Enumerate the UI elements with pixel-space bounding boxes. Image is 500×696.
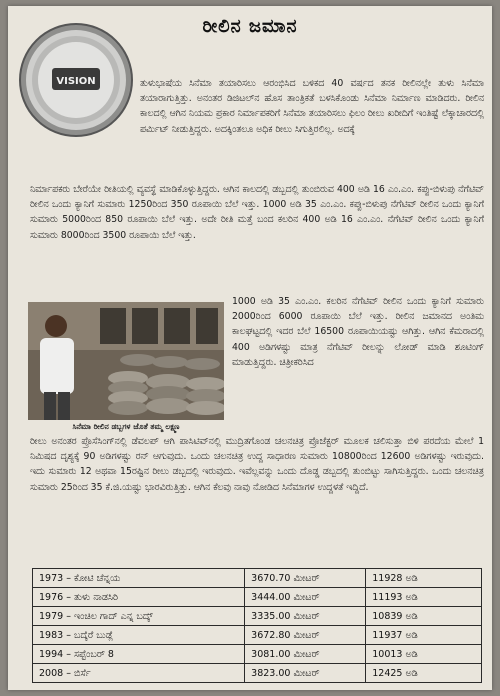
feet-cell: 12425 ಅಡಿ	[366, 664, 482, 683]
magazine-page	[8, 6, 492, 690]
film-cell: 1994 – ಸಪ್ಟೆಂಬರ್ 8	[33, 645, 245, 664]
feet-cell: 11928 ಅಡಿ	[366, 569, 482, 588]
film-cell: 1983 – ಬದ್ಕೆರೆ ಬುಡ್ಲೆ	[33, 626, 245, 645]
film-cell: 1973 – ಕೋಟಿ ಚೆನ್ನಯ	[33, 569, 245, 588]
feet-cell: 10013 ಅಡಿ	[366, 645, 482, 664]
paragraph-3: 1000 ಅಡಿ 35 ಎಂ.ಎಂ. ಕಲರಿನ ನೆಗೆಟಿವ್ ರೀಲಿನ ಒಂದು ಕ್ಯಾನಿಗೆ ಸುಮಾರು 2000ರಿಂದ 6000 ರೂಪಾಯಿ ಬೆಲೆ ಇತ್ತು. ರೀಲಿನ ಜಮಾನದ ಅಂತಿಮ ಕಾಲಘಟ್ಟದಲ್ಲಿ ಇದರ ಬೆಲೆ 16500 ರೂಪಾಯಿಯಷ್ಟು ಆಗಿತ್ತು. ಆಗಿನ ಕೆಮರಾದಲ್ಲಿ 400 ಅಡಿಗಳಷ್ಟು ಮಾತ್ರ ನೆಗೆಟಿವ್ ರೀಲನ್ನು ಲೋಡ್ ಮಾಡಿ ಶೂಟಿಂಗ್ ಮಾಡುತ್ತಿದ್ದರು. ಚಿತ್ರೀಕರಿಸಿದ	[232, 296, 484, 368]
table-row	[33, 569, 482, 588]
film-length-table	[32, 568, 482, 683]
meters-cell: 3670.70 ಮೀಟರ್	[245, 569, 366, 588]
film-reel-can-image	[18, 22, 134, 138]
meters-cell: 3823.00 ಮೀಟರ್	[245, 664, 366, 683]
paragraph-2: ನಿರ್ಮಾಪಕರು ಬೇರೆಯೇ ರೀತಿಯಲ್ಲಿ ವ್ಯವಸ್ಥೆ ಮಾಡಿಕೊಳ್ಳುತ್ತಿದ್ದರು. ಆಗಿನ ಕಾಲದಲ್ಲಿ ಡಬ್ಬದಲ್ಲಿ ತುಂಬಿರುವ 400 ಅಡಿ 16 ಎಂ.ಎಂ. ಕಪ್ಪು-ಬಿಳುಪು ನೆಗೆಟಿವ್ ರೀಲಿನ ಒಂದು ಕ್ಯಾನಿಗೆ ಸುಮಾರು 1250ರಿಂದ 350 ರೂಪಾಯಿ ಬೆಲೆ ಇತ್ತು. 1000 ಅಡಿ 35 ಎಂ.ಎಂ. ಕಪ್ಪು-ಬಿಳುಪು ನೆಗೆಟಿವ್ ರೀಲಿನ ಒಂದು ಕ್ಯಾನಿಗೆ ಸುಮಾರು 5000ರಿಂದ 850 ರೂಪಾಯಿ ಬೆಲೆ ಇತ್ತು. ಅದೇ ರೀತಿ ಮತ್ತೆ ಬಂದ ಕಲರಿನ 400 ಅಡಿ 16 ಎಂ.ಎಂ. ನೆಗೆಟಿವ್ ರೀಲಿನ ಒಂದು ಕ್ಯಾನಿಗೆ ಸುಮಾರು 8000ರಿಂದ 3500 ರೂಪಾಯಿ ಬೆಲೆ ಇತ್ತು.	[30, 184, 484, 241]
meters-cell: 3081.00 ಮೀಟರ್	[245, 645, 366, 664]
meters-cell: 3444.00 ಮೀಟರ್	[245, 588, 366, 607]
meters-cell: 3335.00 ಮೀಟರ್	[245, 607, 366, 626]
reel-label: VISION	[56, 76, 96, 87]
feet-cell: 10839 ಅಡಿ	[366, 607, 482, 626]
film-cell: 2008 – ಬಿರ್ಸೆ	[33, 664, 245, 683]
table-row	[33, 588, 482, 607]
film-cell: 1976 – ತುಳು ನಾಡಸಿರಿ	[33, 588, 245, 607]
man-with-film-cans-photo	[28, 302, 224, 420]
table-row	[33, 664, 482, 683]
article-title: ರೀಲಿನ ಜಮಾನ	[202, 16, 298, 37]
paragraph-4: ರೀಲು ಅನಂತರ ಪ್ರೊಸೆಸಿಂಗ್‌ನಲ್ಲಿ ಡೆವಲಪ್ ಆಗಿ ಪಾಸಿಟಿವ್‌ನಲ್ಲಿ ಮುದ್ರಿತಗೊಂಡ ಚಲನಚಿತ್ರ ಪ್ರೊಜೆಕ್ಟರ್ ಮೂಲಕ ಚಲಿಸುತ್ತಾ ಬಿಳಿ ಪರದೆಯ ಮೇಲೆ 1 ನಿಮಿಷದ ದೃಶ್ಯಕ್ಕೆ 90 ಅಡಿಗಳಷ್ಟು ರನ್ ಆಗುವುದು. ಒಂದು ಚಲನಚಿತ್ರ ಉದ್ದ ಸಾಧಾರಣ ಸುಮಾರು 10800ರಿಂದ 12600 ಅಡಿಗಳಷ್ಟು ಇರುವುದು. ಇದು ಸುಮಾರು 12 ಅಥವಾ 15ರಷ್ಟಿನ ರೀಲು ಡಬ್ಬದಲ್ಲಿ ಇರುವುದು. ಇವೆಲ್ಲವನ್ನು ಒಂದು ದೊಡ್ಡ ಡಬ್ಬದಲ್ಲಿ ತುಂಬಿಟ್ಟು ಸಾಗಿಸುತ್ತಿದ್ದರು. ಒಂದು ಚಲನಚಿತ್ರ ಸುಮಾರು 25ರಿಂದ 35 ಕೆ.ಜಿ.ಯಷ್ಟು ಭಾರವಿರುತ್ತಿತ್ತು. ಆಗಿನ ಕೆಲವು ನಾವು ನೋಡಿದ ಸಿನೆಮಾಗಳ ಉದ್ದಳತೆ ಇದ್ದಿದೆ.	[30, 436, 484, 493]
meters-cell: 3672.80 ಮೀಟರ್	[245, 626, 366, 645]
table-row	[33, 607, 482, 626]
table-row	[33, 626, 482, 645]
film-cell: 1979 – ಇಂಚಿಲ ಗಾದ್ ಎನ್ನ ಬದ್ಕ್	[33, 607, 245, 626]
feet-cell: 11937 ಅಡಿ	[366, 626, 482, 645]
table-row	[33, 645, 482, 664]
feet-cell: 11193 ಅಡಿ	[366, 588, 482, 607]
photo-caption: ಸಿನೆಮಾ ರೀಲಿನ ಡಬ್ಬಗಳ ಜೊತೆ ತಮ್ಮ ಲಕ್ಷ್ಮಣ	[72, 422, 180, 431]
paragraph-1: ತುಳುಭಾಷೆಯ ಸಿನೆಮಾ ತಯಾರಿಸಲು ಆರಂಭಿಸಿದ ಬಳಿಕದ 40 ವರ್ಷದ ತನಕ ರೀಲಿನಲ್ಲೇ ತುಳು ಸಿನೆಮಾ ತಯಾರಾಗುತ್ತಿತ್ತು. ಅನಂತರ ಡಿಜಿಟಲ್‌ನ ಹೊಸ ತಾಂತ್ರಿಕತೆ ಬಳಸಿಕೊಂಡು ಸಿನೆಮಾ ನಿರ್ಮಾಣ ಮಾಡಿದರು. ರೀಲಿನ ಕಾಲದಲ್ಲಿ ಆಗಿನ ನಿಯಮ ಪ್ರಕಾರ ನಿರ್ಮಾಪಕರಿಗೆ ಸಿನೆಮಾ ತಯಾರಿಸಲು ಫಿಲಂ ರೀಲು ಖರೀದಿಗೆ ಇಂತಿಷ್ಟೆ ಲೆಕ್ಕಾಚಾರದಲ್ಲಿ ಪರ್ಮಿಟ್ ನೀಡುತ್ತಿದ್ದರು. ಅದಕ್ಕಿಂತಲೂ ಅಧಿಕ ರೀಲು ಸಿಗುತ್ತಿರಲಿಲ್ಲ. ಅದಕ್ಕೆ	[140, 78, 484, 135]
